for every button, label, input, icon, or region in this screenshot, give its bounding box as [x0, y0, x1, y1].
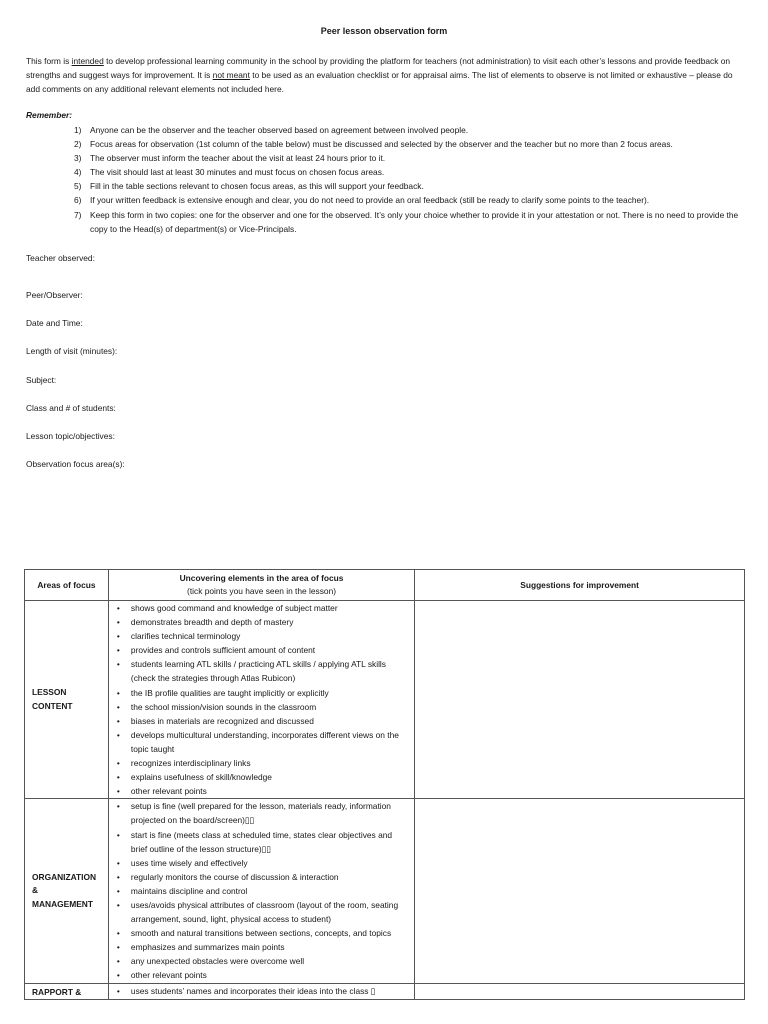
rules-list: [60, 123, 740, 236]
area-rapport: RAPPORT &: [25, 983, 109, 1000]
intro-text-2: to develop professional learning community in the school by providing the platform for teachers (not administration) to visit each other’s lessons and provide feedback on strengths and suggest ways for improvement. It is: [26, 56, 731, 80]
list-item: • the school mission/vision sounds in the classroom: [109, 700, 414, 714]
table-row: [25, 799, 745, 983]
elements-cell: [108, 983, 414, 1000]
header-areas-of-focus: Areas of focus: [25, 570, 109, 601]
list-item: • clarifies technical terminology: [109, 629, 414, 643]
list-item: • setup is fine (well prepared for the lesson, materials ready, information projected on the board/screen)▯▯: [109, 799, 414, 827]
list-item: • start is fine (meets class at scheduled time, states clear objectives and brief outline of the lesson structure)▯▯: [109, 828, 414, 856]
elements-cell: [108, 601, 414, 799]
list-item: • biases in materials are recognized and discussed: [109, 714, 414, 728]
table-row: [25, 983, 745, 1000]
suggestions-cell[interactable]: [415, 601, 745, 799]
teacher-observed-label: Teacher observed:: [26, 253, 95, 263]
suggestions-cell[interactable]: [415, 983, 745, 1000]
header-suggestions: Suggestions for improvement: [415, 570, 745, 601]
area-lesson-content: LESSON CONTENT: [25, 601, 109, 799]
rule-item: 2) Focus areas for observation (1st column of the table below) must be discussed and selected by the observer and the teacher but no more than 2 focus areas.: [74, 139, 673, 150]
rule-item: 1) Anyone can be the observer and the teacher observed based on agreement between involved people.: [74, 125, 469, 135]
area-organization-management: ORGANIZATION & MANAGEMENT: [25, 799, 109, 983]
date-time-label: Date and Time:: [26, 318, 83, 328]
rule-item: 6) If your written feedback is extensive enough and clear, you do not need to provide an oral feedback (still be ready to clarify some points to the teacher).: [74, 195, 650, 206]
list-item: • explains usefulness of skill/knowledge: [109, 770, 414, 784]
elements-list: [109, 984, 414, 998]
remember-label: Remember:: [26, 110, 73, 120]
list-item: • uses/avoids physical attributes of classroom (layout of the room, seating arrangement, sound, light, physical access to student): [109, 898, 414, 926]
header-uncovering-elements: Uncovering elements in the area of focus (tick points you have seen in the lesson): [108, 570, 414, 601]
intro-underlined-not-meant: not meant: [212, 70, 250, 80]
class-students-label: Class and # of students:: [26, 403, 116, 413]
observation-table: [24, 569, 745, 1000]
rule-item: 7) Keep this form in two copies: one for the observer and one for the observed. It’s only your choice whether to provide it in your attestation or not. There is no need to provide the copy to the Head(s) of department(s) or Vice-Principals.: [74, 209, 739, 234]
suggestions-cell[interactable]: [415, 799, 745, 983]
peer-observer-label: Peer/Observer:: [26, 290, 83, 300]
list-item: • emphasizes and summarizes main points: [109, 940, 414, 954]
list-item: • smooth and natural transitions between sections, concepts, and topics: [109, 926, 414, 940]
list-item: • demonstrates breadth and depth of mastery: [109, 615, 414, 629]
intro-underlined-intended: intended: [71, 56, 104, 66]
list-item: • develops multicultural understanding, incorporates different views on the topic taught: [109, 728, 414, 756]
list-item: • students learning ATL skills / practicing ATL skills / applying ATL skills (check the strategies through Atlas Rubicon): [109, 657, 414, 685]
rule-item: 4) The visit should last at least 30 minutes and must focus on chosen focus areas.: [74, 167, 385, 178]
intro-text-3: to be used as an evaluation checklist or for appraisal aims. The list of elements to observe is not limited or exhaustive – please do add comments on any additional relevant elements not included here.: [26, 70, 733, 94]
table-row: [25, 601, 745, 799]
list-item: • shows good command and knowledge of subject matter: [109, 601, 414, 615]
list-item: • the IB profile qualities are taught implicitly or explicitly: [109, 686, 414, 700]
rule-item: 5) Fill in the table sections relevant to chosen focus areas, as this will support your feedback.: [74, 181, 424, 192]
subject-label: Subject:: [26, 375, 57, 385]
form-title: Peer lesson observation form: [320, 26, 448, 36]
rule-item: 3) The observer must inform the teacher about the visit at least 24 hours prior to it.: [74, 153, 386, 164]
list-item: • uses students’ names and incorporates their ideas into the class ▯: [109, 984, 414, 998]
list-item: • other relevant points: [109, 968, 414, 982]
length-of-visit-label: Length of visit (minutes):: [26, 346, 118, 356]
list-item: • recognizes interdisciplinary links: [109, 756, 414, 770]
list-item: • regularly monitors the course of discussion & interaction: [109, 870, 414, 884]
intro-text-1: This form is: [26, 56, 72, 66]
table-header-row: [25, 570, 745, 601]
elements-list: [109, 601, 414, 798]
elements-list: [109, 799, 414, 982]
intro-paragraph: [26, 54, 742, 96]
list-item: • maintains discipline and control: [109, 884, 414, 898]
list-item: • other relevant points: [109, 784, 414, 798]
observation-focus-label: Observation focus area(s):: [26, 459, 125, 469]
lesson-topic-label: Lesson topic/objectives:: [26, 431, 115, 441]
list-item: • provides and controls sufficient amount of content: [109, 643, 414, 657]
list-item: • uses time wisely and effectively: [109, 856, 414, 870]
list-item: • any unexpected obstacles were overcome well: [109, 954, 414, 968]
elements-cell: [108, 799, 414, 983]
